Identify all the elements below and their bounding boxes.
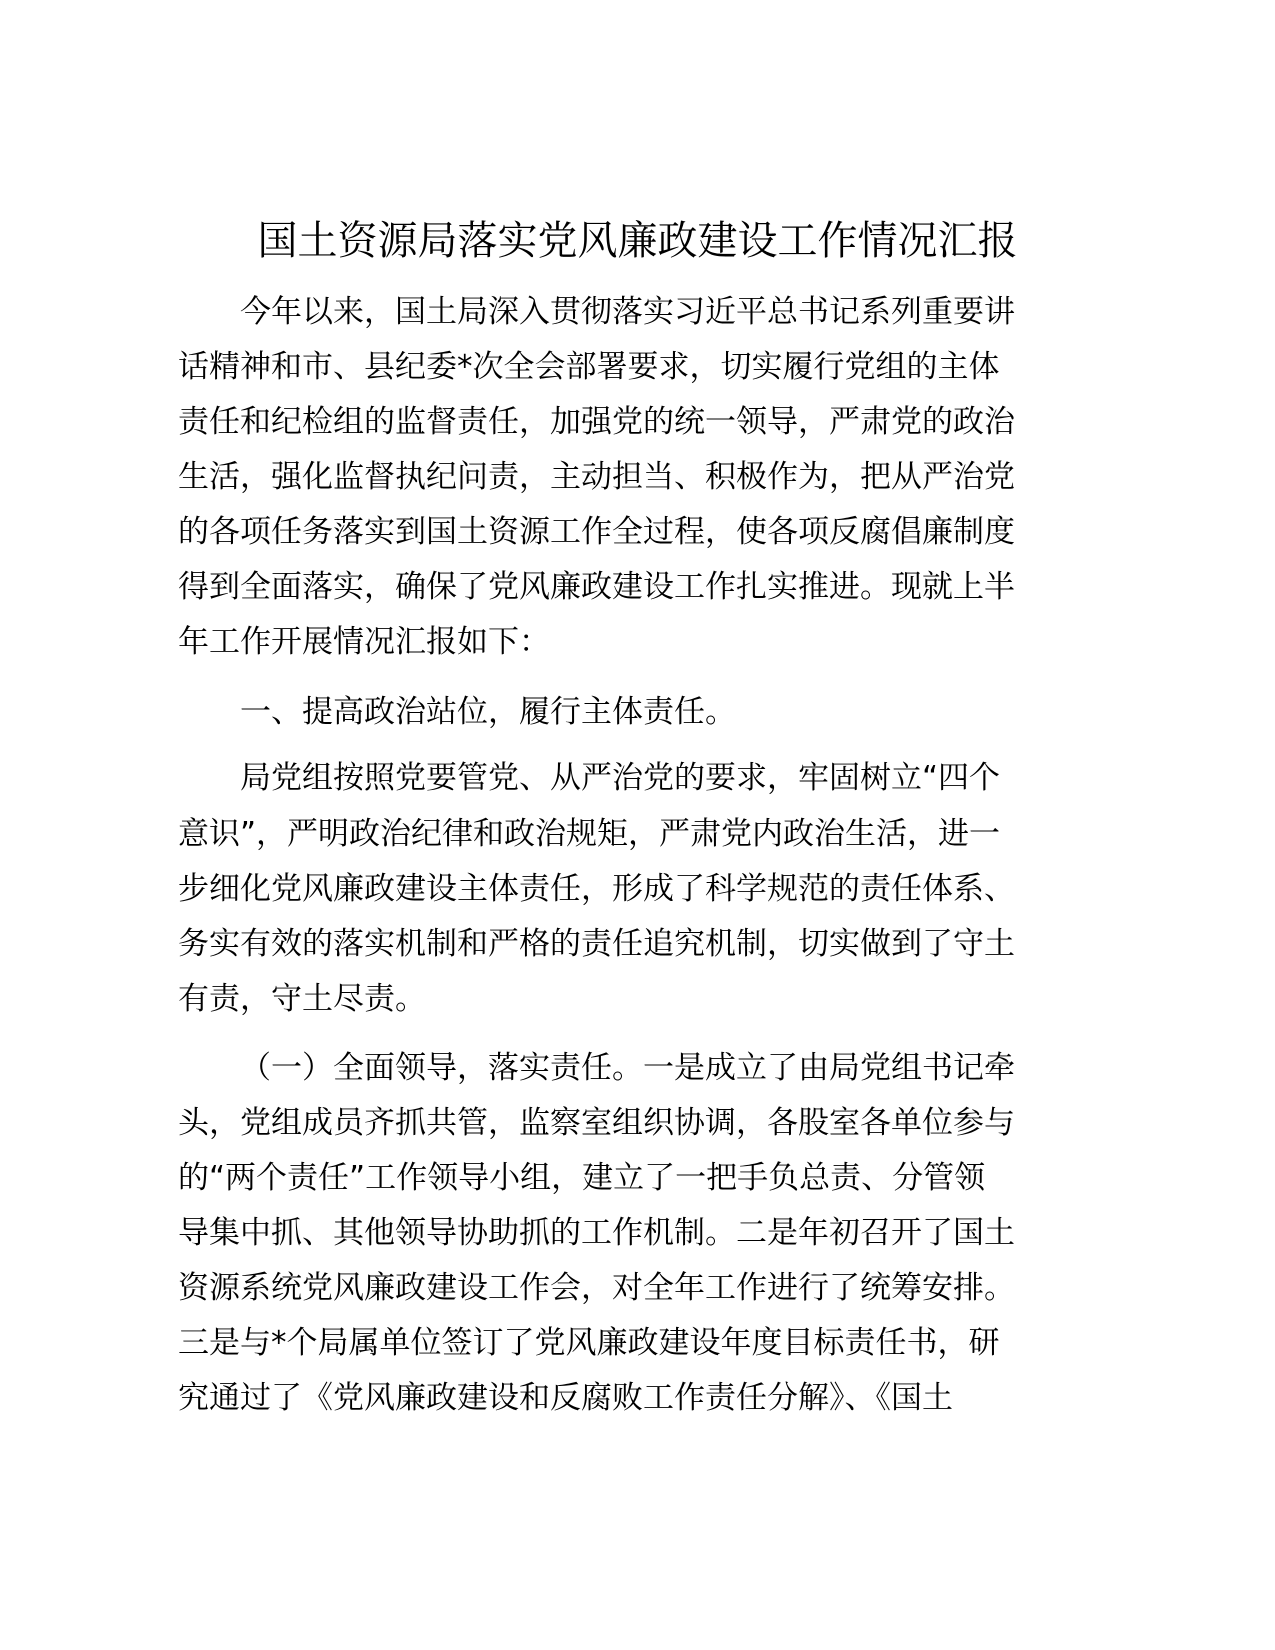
paragraph-line: 意识”，严明政治纪律和政治规矩，严肃党内政治生活，进一 [178, 816, 1001, 852]
paragraph-line: 生活，强化监督执纪问责，主动担当、积极作为，把从严治党 [178, 459, 1015, 495]
paragraph-line: 头，党组成员齐抓共管，监察室组织协调，各股室各单位参与 [178, 1105, 1015, 1141]
paragraph-line: 今年以来，国土局深入贯彻落实习近平总书记系列重要讲 [240, 294, 1015, 330]
paragraph-line: 的“两个责任”工作领导小组，建立了一把手负总责、分管领 [178, 1160, 986, 1196]
paragraph-line: 资源系统党风廉政建设工作会，对全年工作进行了统筹安排。 [178, 1270, 1015, 1306]
paragraph-line: 务实有效的落实机制和严格的责任追究机制，切实做到了守土 [178, 926, 1015, 962]
paragraph-line: 年工作开展情况汇报如下： [178, 624, 550, 660]
paragraph-line: 有责，守土尽责。 [178, 981, 426, 1017]
paragraph-line: 局党组按照党要管党、从严治党的要求，牢固树立“四个 [240, 760, 1001, 796]
paragraph-line: 话精神和市、县纪委*次全会部署要求，切实履行党组的主体 [178, 349, 1000, 385]
paragraph-line: 三是与*个局属单位签订了党风廉政建设年度目标责任书，研 [178, 1325, 1000, 1361]
paragraph-line: 导集中抓、其他领导协助抓的工作机制。二是年初召开了国土 [178, 1215, 1015, 1251]
document-title: 国土资源局落实党风廉政建设工作情况汇报 [257, 218, 1018, 264]
paragraph-line: 究通过了《党风廉政建设和反腐败工作责任分解》、《国土 [178, 1380, 953, 1416]
paragraph-line: 责任和纪检组的监督责任，加强党的统一领导，严肃党的政治 [178, 404, 1015, 440]
heading-line: 一、提高政治站位，履行主体责任。 [240, 694, 736, 730]
paragraph-line: 的各项任务落实到国土资源工作全过程，使各项反腐倡廉制度 [178, 514, 1015, 550]
paragraph-line: 步细化党风廉政建设主体责任，形成了科学规范的责任体系、 [178, 871, 1015, 907]
paragraph-line: 得到全面落实，确保了党风廉政建设工作扎实推进。现就上半 [178, 569, 1015, 605]
paragraph-line: （一）全面领导，落实责任。一是成立了由局党组书记牵 [240, 1050, 1015, 1086]
